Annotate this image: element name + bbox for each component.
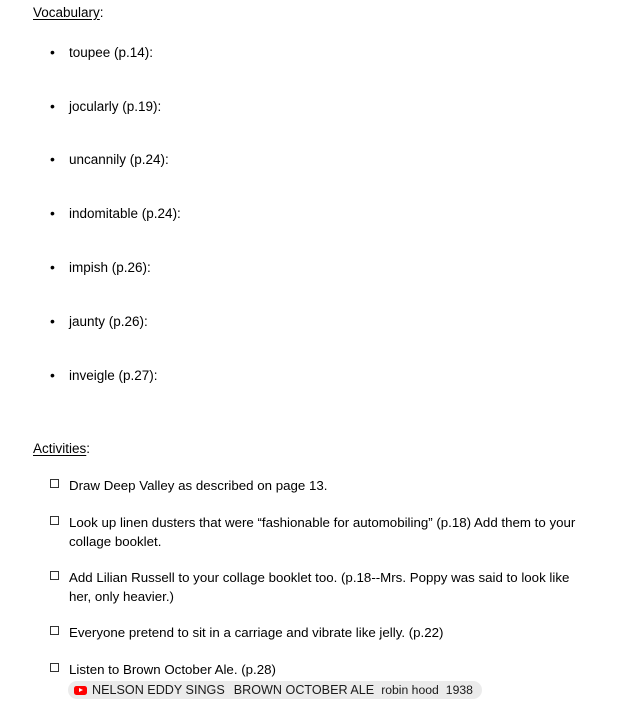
list-item: • inveigle (p.27): xyxy=(50,368,158,384)
list-item: • indomitable (p.24): xyxy=(50,206,181,222)
video-tag: robin hood xyxy=(381,683,439,697)
activity-text: Look up linen dusters that were “fashionable for automobiling” (p.18) Add them to your collage booklet. xyxy=(69,515,576,549)
list-item: • jaunty (p.26): xyxy=(50,314,148,330)
activities-heading xyxy=(33,441,90,457)
vocabulary-heading xyxy=(33,5,104,21)
checkbox-unchecked-icon[interactable] xyxy=(50,571,59,580)
vocabulary-heading-text: Vocabulary xyxy=(33,5,100,20)
list-item xyxy=(50,660,595,679)
activity-text: Listen to Brown October Ale. (p.28) xyxy=(69,662,276,677)
activity-text: Draw Deep Valley as described on page 13. xyxy=(69,478,328,493)
list-item xyxy=(50,568,595,606)
video-title-part1: NELSON EDDY SINGS xyxy=(92,683,225,697)
checkbox-unchecked-icon[interactable] xyxy=(50,626,59,635)
list-item xyxy=(50,476,595,495)
vocabulary-heading-colon: : xyxy=(99,5,104,20)
list-item xyxy=(50,623,595,642)
activities-heading-text: Activities xyxy=(33,441,87,456)
video-year: 1938 xyxy=(445,683,473,697)
list-item: • jocularly (p.19): xyxy=(50,99,161,115)
checkbox-unchecked-icon[interactable] xyxy=(50,516,59,525)
checkbox-unchecked-icon[interactable] xyxy=(50,663,59,672)
video-title-part2: BROWN OCTOBER ALE xyxy=(233,683,375,697)
list-item xyxy=(50,513,595,551)
youtube-video-chip[interactable] xyxy=(68,681,482,699)
list-item: • impish (p.26): xyxy=(50,260,151,276)
youtube-play-icon xyxy=(74,686,87,695)
list-item: • uncannily (p.24): xyxy=(50,152,169,168)
list-item: • toupee (p.14): xyxy=(50,45,153,61)
activity-text: Everyone pretend to sit in a carriage and vibrate like jelly. (p.22) xyxy=(69,625,444,640)
checkbox-unchecked-icon[interactable] xyxy=(50,479,59,488)
activity-text: Add Lilian Russell to your collage booklet too. (p.18--Mrs. Poppy was said to look like her, only heavier.) xyxy=(69,570,570,604)
activities-heading-colon: : xyxy=(86,441,91,456)
